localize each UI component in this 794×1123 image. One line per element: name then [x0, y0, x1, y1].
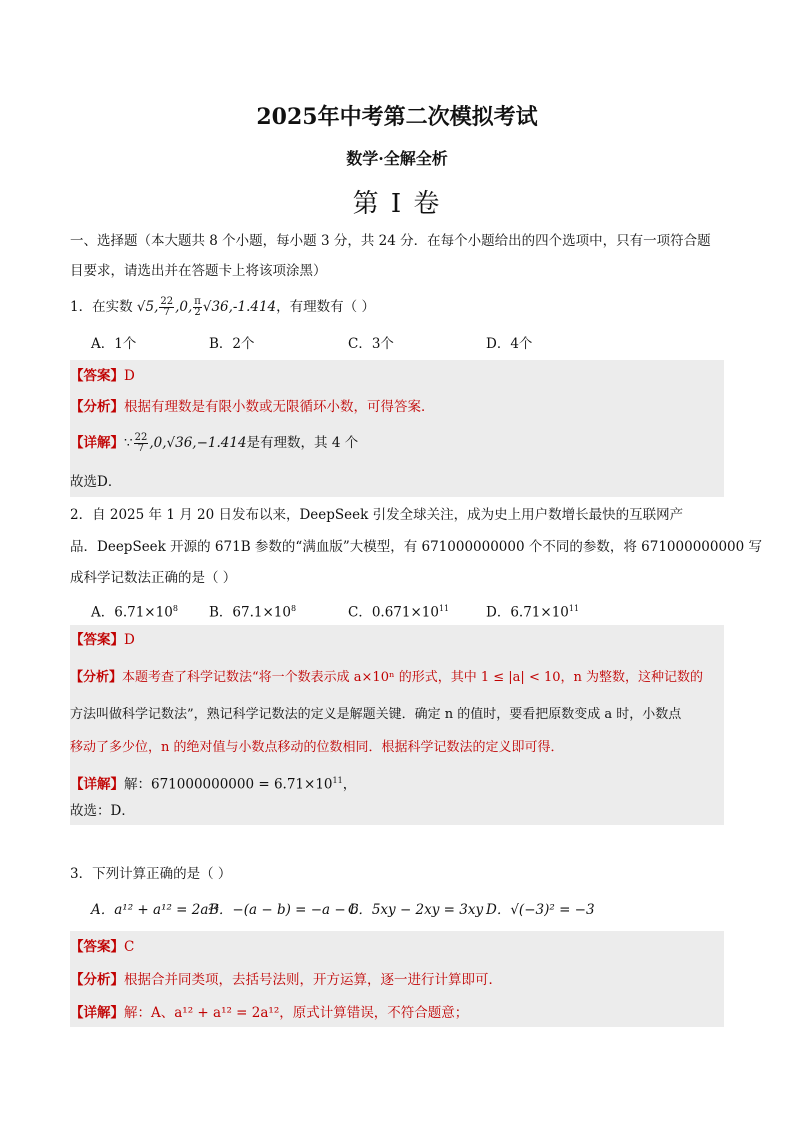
q1-answer: 【答案】D: [70, 368, 135, 384]
q2-line2: 品．DeepSeek 开源的 671B 参数的“满血版”大模型，有 671000000000 个不同的参数，将 671000000000 写: [70, 539, 763, 555]
q2-solution-box: [70, 625, 724, 825]
q2-line1: 2．自 2025 年 1 月 20 日发布以来，DeepSeek 引发全球关注，成为史上用户数增长最快的互联网产: [70, 507, 684, 523]
q3-option-a: A．a¹² + a¹² = 2a²⁴: [91, 902, 220, 918]
q3-option-d: D．√(−3)² = −3: [486, 902, 595, 918]
q3-question: 3．下列计算正确的是（ ）: [70, 866, 232, 882]
volume-title: 第 I 卷: [352, 189, 442, 219]
q2-detail: 【详解】解：$671000000000 = 6.71\times 10^{11}$，: [70, 776, 357, 793]
q3-option-b: B．−(a − b) = −a − b: [209, 902, 359, 918]
q1-option-c: C．3个: [348, 336, 394, 352]
q2-line3: 成科学记数法正确的是（ ）: [70, 570, 237, 586]
q2-conclusion: 故选：D．: [70, 803, 135, 819]
q2-option-d: D．$6.71\times 10^{11}$: [486, 604, 580, 621]
q1-option-b: B．2个: [209, 336, 255, 352]
q2-answer: 【答案】D: [70, 632, 135, 648]
q2-option-b: B．$67.1\times 10^8$: [209, 604, 297, 621]
q2-analysis-line1: 【分析】本题考查了科学记数法“将一个数表示成 a×10ⁿ 的形式，其中 1 ≤ |a| < 10，n 为整数，这种记数的: [70, 670, 704, 685]
q1-conclusion: 故选D．: [70, 474, 122, 490]
q2-option-a: A．$6.71\times 10^8$: [91, 604, 178, 621]
q1-option-a: A．1个: [91, 336, 137, 352]
q2-analysis-line3: 移动了多少位，n 的绝对值与小数点移动的位数相同．根据科学记数法的定义即可得．: [70, 740, 564, 755]
q2-analysis-line2: 方法叫做科学记数法”，熟记科学记数法的定义是解题关键．确定 n 的值时，要看把原数变成 a 时，小数点: [70, 707, 682, 722]
q3-detail: 【详解】解：A、a¹² + a¹² = 2a¹²，原式计算错误，不符合题意；: [70, 1005, 469, 1021]
q3-option-c: C．5xy − 2xy = 3xy: [348, 902, 484, 918]
q1-question: 1．在实数 √5, $\frac{22}{7}$ ,0, $\frac{\pi}{2}$ √36,-1.414，有理数有（ ）: [70, 296, 375, 318]
q2-option-c: C．$0.671\times 10^{11}$: [348, 604, 450, 621]
q1-analysis: 【分析】根据有理数是有限小数或无限循环小数，可得答案．: [70, 399, 435, 415]
exam-title: 2025年中考第二次模拟考试: [256, 104, 538, 130]
q3-answer: 【答案】C: [70, 939, 135, 955]
section-heading-line2: 目要求，请选出并在答题卡上将该项涂黑）: [70, 263, 327, 279]
section-heading-line1: 一、选择题（本大题共 8 个小题，每小题 3 分，共 24 分．在每个小题给出的四个选项中，只有一项符合题: [70, 233, 711, 249]
q1-option-d: D．4个: [486, 336, 533, 352]
q3-analysis: 【分析】根据合并同类项，去括号法则，开方运算，逐一进行计算即可．: [70, 972, 502, 988]
q1-detail: 【详解】∵ $\frac{22}{7}$ ,0,√36,−1.414是有理数，其 4 个: [70, 432, 359, 454]
exam-subtitle: 数学·全解全析: [346, 149, 448, 168]
